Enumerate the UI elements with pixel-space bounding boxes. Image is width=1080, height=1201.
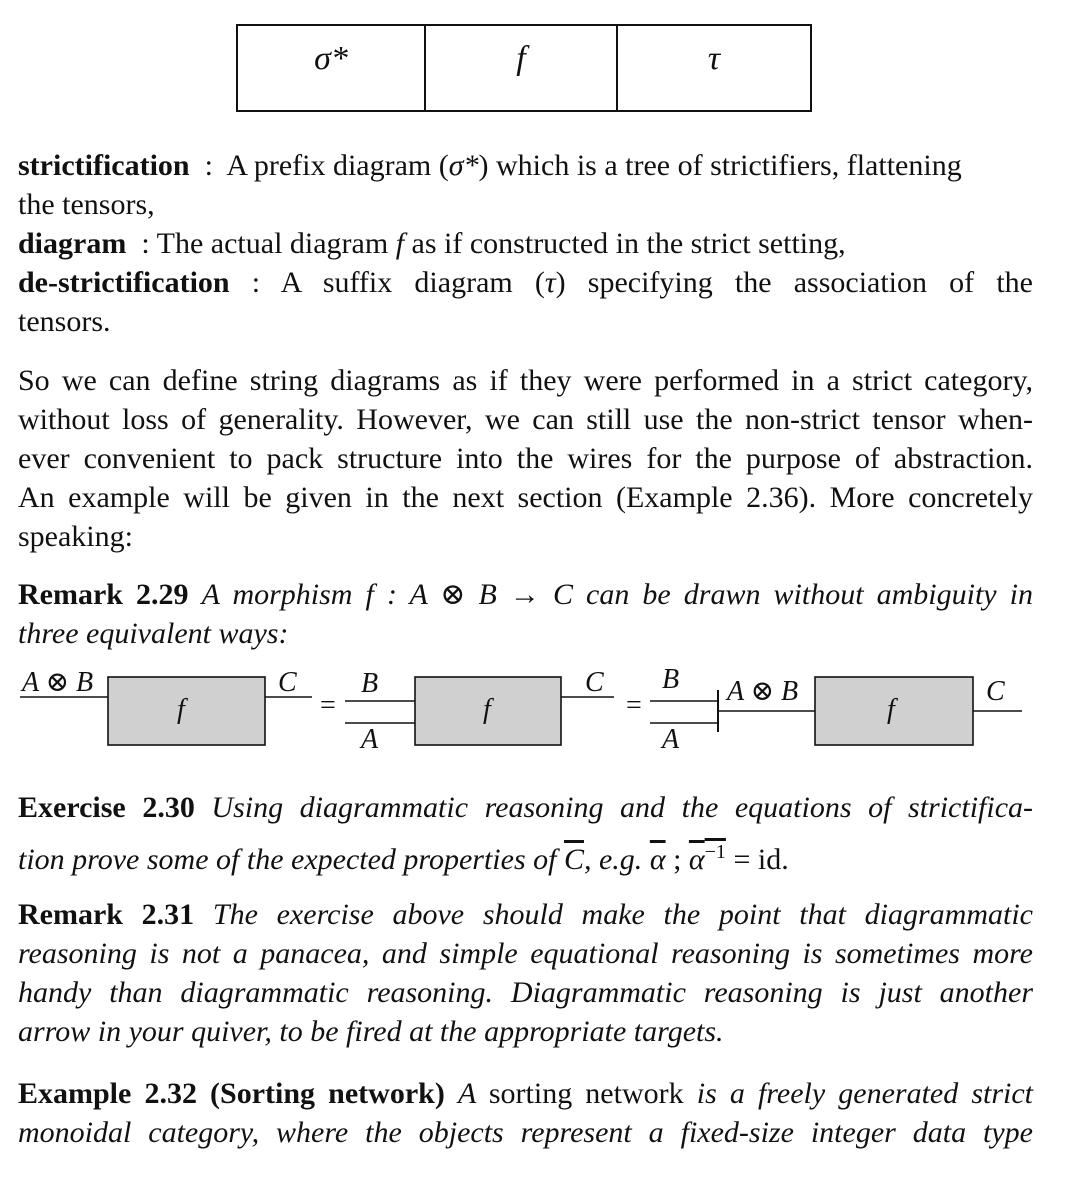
remark-text: can be drawn without ambiguity in bbox=[572, 578, 1033, 611]
definition-text: The actual diagram bbox=[156, 227, 396, 260]
c-bar-symbol: $\overline{C}$ bbox=[563, 843, 584, 876]
paragraph-line: An example will be given in the next section (Example 2.36). More concretely bbox=[18, 481, 1033, 514]
box-label-2: f bbox=[483, 694, 491, 725]
definition-destrictification bbox=[18, 263, 1033, 302]
example-text: monoidal category, where the objects represent a fixed-size integer data type bbox=[18, 1116, 1033, 1149]
colon: : bbox=[251, 266, 261, 299]
exercise-text: tion prove some of the expected properties of bbox=[18, 843, 564, 876]
definition-symbol: σ* bbox=[448, 149, 479, 182]
paragraph-line: ever convenient to pack structure into the wires for the purpose of abstraction. bbox=[18, 442, 1033, 475]
output-label-3: C bbox=[986, 676, 1005, 707]
exercise-label: Exercise 2.30 bbox=[18, 791, 195, 824]
exercise-2-30 bbox=[18, 786, 1033, 882]
box-label-3: f bbox=[887, 694, 895, 725]
remark-text: arrow in your quiver, to be fired at the appropriate targets. bbox=[18, 1015, 724, 1048]
morphism-box-1 bbox=[108, 677, 265, 745]
box-label-1: f bbox=[177, 694, 185, 725]
equals-sign-1: = bbox=[320, 690, 336, 721]
exercise-text: = id. bbox=[725, 843, 789, 876]
output-label-1: C bbox=[278, 667, 297, 698]
remark-text: three equivalent ways: bbox=[18, 617, 289, 650]
morphism-signature: f : A ⊗ B → C bbox=[365, 578, 573, 611]
definition-text: ) specifying the association of the bbox=[555, 266, 1033, 299]
example-text: is a freely generated strict bbox=[683, 1077, 1034, 1110]
definition-text: A suffix diagram ( bbox=[280, 266, 545, 299]
exercise-text: , e.g. bbox=[583, 843, 650, 876]
input-label-1: A ⊗ B bbox=[22, 667, 94, 698]
defined-term: sorting network bbox=[488, 1077, 684, 1110]
remark-2-29 bbox=[18, 575, 1033, 653]
tau-label: τ bbox=[707, 40, 721, 77]
paragraph-line: without loss of generality. However, we can still use the non-strict tensor when- bbox=[18, 403, 1033, 436]
remark-label: Remark 2.29 bbox=[18, 578, 189, 611]
alpha-inverse-bar bbox=[689, 843, 726, 876]
strictification-cell bbox=[236, 24, 426, 112]
example-text: A bbox=[457, 1077, 489, 1110]
remark-text: handy than diagrammatic reasoning. Diagrammatic reasoning is just another bbox=[18, 976, 1033, 1009]
packed-label-3: A ⊗ B bbox=[727, 676, 799, 707]
input-bottom-label-3: A bbox=[662, 724, 680, 755]
definition-diagram bbox=[18, 224, 1033, 263]
inverse-superscript: −1 bbox=[704, 841, 726, 863]
remark-text: A morphism bbox=[201, 578, 366, 611]
exercise-text: ; bbox=[665, 843, 689, 876]
input-bottom-label-2: A bbox=[361, 724, 379, 755]
example-2-32 bbox=[18, 1074, 1033, 1152]
definition-strictification bbox=[18, 146, 1033, 185]
definitions-list bbox=[18, 146, 1033, 341]
colon: : bbox=[204, 149, 213, 182]
definition-term: strictification bbox=[18, 149, 190, 182]
definition-term: de-strictification bbox=[18, 266, 230, 299]
morphism-diagram bbox=[0, 660, 1080, 760]
paragraph-line: So we can define string diagrams as if they were performed in a strict category, bbox=[18, 364, 1033, 397]
remark-text: The exercise above should make the point that diagrammatic bbox=[212, 898, 1033, 931]
definition-text: A prefix diagram ( bbox=[226, 149, 449, 182]
example-label: Example 2.32 (Sorting network) bbox=[18, 1077, 445, 1110]
definition-continuation: the tensors, bbox=[18, 188, 155, 221]
remark-label: Remark 2.31 bbox=[18, 898, 195, 931]
definition-term: diagram bbox=[18, 227, 127, 260]
diagram-cell bbox=[426, 24, 618, 112]
definition-continuation: tensors. bbox=[18, 305, 111, 338]
definition-text: ) which is a tree of strictifiers, flattening bbox=[478, 149, 962, 182]
paragraph-line: speaking: bbox=[18, 520, 133, 553]
remark-2-31 bbox=[18, 895, 1033, 1051]
output-label-2: C bbox=[585, 667, 604, 698]
remark-text: reasoning is not a panacea, and simple equational reasoning is sometimes more bbox=[18, 937, 1033, 970]
sigma-star-label: σ* bbox=[314, 40, 348, 77]
exercise-text: Using diagrammatic reasoning and the equations of strictifica- bbox=[211, 791, 1034, 824]
alpha-bar-symbol: $\overline{\alpha}$ bbox=[649, 843, 666, 876]
input-top-label-3: B bbox=[662, 664, 680, 695]
input-top-label-2: B bbox=[361, 668, 379, 699]
colon: : bbox=[141, 227, 150, 260]
definition-symbol: τ bbox=[544, 266, 556, 299]
f-label: f bbox=[516, 40, 526, 77]
definition-text: as if constructed in the strict setting, bbox=[404, 227, 846, 260]
destrictification-cell bbox=[618, 24, 812, 112]
equals-sign-2: = bbox=[626, 690, 642, 721]
body-paragraph bbox=[18, 361, 1033, 556]
alpha-inverse-symbol: α bbox=[688, 843, 705, 876]
definition-symbol: f bbox=[395, 227, 405, 260]
